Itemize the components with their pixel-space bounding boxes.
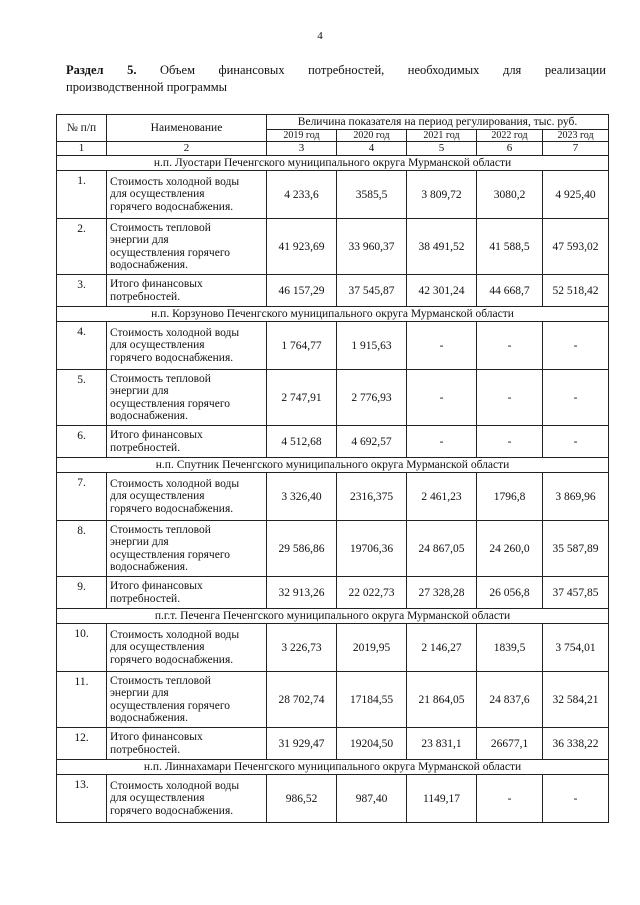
table-row	[57, 275, 609, 307]
row-name-line: Итого финансовых	[110, 580, 203, 592]
heading-word: потребностей,	[308, 63, 385, 77]
section-row	[57, 156, 609, 171]
value-cell: -	[543, 426, 609, 458]
row-name-line: водоснабжения.	[110, 561, 188, 573]
value-cell: 52 518,42	[543, 275, 609, 307]
header-year: 2023 год	[543, 130, 609, 142]
value-cell: 31 929,47	[267, 728, 337, 760]
section-title: п.г.т. Печенга Печенгского муниципального округа Мурманской области	[57, 609, 609, 624]
value-cell: 42 301,24	[407, 275, 477, 307]
value-cell: 46 157,29	[267, 275, 337, 307]
value-cell: 27 328,28	[407, 577, 477, 609]
row-name	[107, 426, 267, 458]
value-cell: 2 776,93	[337, 370, 407, 426]
row-name-line: для осуществления	[110, 339, 205, 352]
row-name	[107, 577, 267, 609]
row-name-line: горячего водоснабжения.	[110, 804, 234, 817]
row-number: 5.	[57, 370, 107, 426]
value-cell: 3 809,72	[407, 171, 477, 219]
row-name-line: потребностей.	[110, 592, 181, 605]
row-name-line: потребностей.	[110, 441, 181, 454]
financial-needs-table	[56, 114, 609, 823]
section-title: н.п. Луостари Печенгского муниципального округа Мурманской области	[57, 156, 609, 171]
row-name-line: для осуществления	[110, 641, 205, 654]
section-row	[57, 307, 609, 322]
column-number: 3	[267, 142, 337, 156]
value-cell: 986,52	[267, 775, 337, 823]
row-name-line: Стоимость тепловой	[110, 372, 211, 385]
row-name-line: Стоимость тепловой	[110, 221, 211, 234]
row-name	[107, 370, 267, 426]
value-cell: 28 702,74	[267, 672, 337, 728]
row-name	[107, 322, 267, 370]
value-cell: 19706,36	[337, 521, 407, 577]
row-name	[107, 473, 267, 521]
row-number: 7.	[57, 473, 107, 521]
row-name-line: Стоимость холодной воды	[110, 326, 240, 339]
heading-word: необходимых	[407, 63, 480, 77]
value-cell: 2 146,27	[407, 624, 477, 672]
row-name-line: осуществления горячего	[110, 548, 230, 561]
row-name-line: Итого финансовых	[110, 731, 203, 743]
row-name-line: энергии для	[110, 234, 169, 246]
row-name-line: энергии для	[110, 536, 169, 548]
row-name	[107, 775, 267, 823]
value-cell: 3080,2	[477, 171, 543, 219]
value-cell: 987,40	[337, 775, 407, 823]
value-cell: 47 593,02	[543, 219, 609, 275]
value-cell: 3 754,01	[543, 624, 609, 672]
value-cell: 1796,8	[477, 473, 543, 521]
row-name-line: потребностей.	[110, 743, 181, 756]
value-cell: 41 588,5	[477, 219, 543, 275]
value-cell: -	[477, 426, 543, 458]
table-row	[57, 577, 609, 609]
value-cell: -	[543, 322, 609, 370]
value-cell: 38 491,52	[407, 219, 477, 275]
value-cell: 4 692,57	[337, 426, 407, 458]
section-title: н.п. Линнахамари Печенгского муниципального округа Мурманской области	[57, 760, 609, 775]
value-cell: -	[407, 426, 477, 458]
table-row	[57, 728, 609, 760]
table-row	[57, 473, 609, 521]
row-number: 4.	[57, 322, 107, 370]
row-number: 10.	[57, 624, 107, 672]
heading-word: реализации	[544, 63, 606, 77]
header-year: 2019 год	[267, 130, 337, 142]
value-cell: 41 923,69	[267, 219, 337, 275]
row-name	[107, 219, 267, 275]
header-row	[57, 115, 609, 130]
table-row	[57, 171, 609, 219]
table-row	[57, 219, 609, 275]
heading-word: Объем	[159, 63, 195, 77]
row-name-line: Стоимость холодной воды	[110, 175, 240, 188]
value-cell: -	[477, 322, 543, 370]
value-cell: -	[543, 775, 609, 823]
value-cell: 26 056,8	[477, 577, 543, 609]
value-cell: 37 545,87	[337, 275, 407, 307]
value-cell: 44 668,7	[477, 275, 543, 307]
column-number-row	[57, 142, 609, 156]
heading-word: Раздел	[66, 63, 104, 77]
row-name-line: водоснабжения.	[110, 410, 188, 422]
value-cell: 1839,5	[477, 624, 543, 672]
column-number: 2	[107, 142, 267, 156]
row-number: 9.	[57, 577, 107, 609]
value-cell: -	[477, 370, 543, 426]
row-number: 6.	[57, 426, 107, 458]
row-name	[107, 624, 267, 672]
value-cell: 2019,95	[337, 624, 407, 672]
value-cell: 2 461,23	[407, 473, 477, 521]
value-cell: 24 260,0	[477, 521, 543, 577]
row-name	[107, 521, 267, 577]
value-cell: -	[543, 370, 609, 426]
row-name-line: для осуществления	[110, 792, 205, 805]
section-row	[57, 609, 609, 624]
row-name-line: осуществления горячего	[110, 246, 230, 259]
value-cell: 4 233,6	[267, 171, 337, 219]
row-name-line: энергии для	[110, 687, 169, 699]
table-row	[57, 322, 609, 370]
section-row	[57, 760, 609, 775]
column-number: 7	[543, 142, 609, 156]
value-cell: 26677,1	[477, 728, 543, 760]
row-name-line: осуществления горячего	[110, 397, 230, 410]
value-cell: 29 586,86	[267, 521, 337, 577]
header-name: Наименование	[107, 115, 267, 142]
row-name-line: потребностей.	[110, 290, 181, 303]
row-name-line: для осуществления	[110, 188, 205, 201]
row-number: 1.	[57, 171, 107, 219]
value-cell: 1 915,63	[337, 322, 407, 370]
value-cell: 33 960,37	[337, 219, 407, 275]
section-title: н.п. Корзуново Печенгского муниципального округа Мурманской области	[57, 307, 609, 322]
header-year: 2022 год	[477, 130, 543, 142]
row-number: 12.	[57, 728, 107, 760]
header-year: 2020 год	[337, 130, 407, 142]
row-name-line: осуществления горячего	[110, 699, 230, 712]
value-cell: 3 326,40	[267, 473, 337, 521]
row-name-line: водоснабжения.	[110, 712, 188, 724]
column-number: 4	[337, 142, 407, 156]
row-name	[107, 672, 267, 728]
heading-word: для	[502, 63, 522, 77]
page-number: 4	[317, 30, 323, 42]
value-cell: 1149,17	[407, 775, 477, 823]
row-name-line: Итого финансовых	[110, 429, 203, 441]
row-number: 11.	[57, 672, 107, 728]
value-cell: 2 747,91	[267, 370, 337, 426]
row-name	[107, 728, 267, 760]
value-cell: 4 925,40	[543, 171, 609, 219]
value-cell: 24 867,05	[407, 521, 477, 577]
value-cell: 21 864,05	[407, 672, 477, 728]
row-name-line: горячего водоснабжения.	[110, 351, 234, 364]
table-row	[57, 426, 609, 458]
value-cell: 37 457,85	[543, 577, 609, 609]
row-name-line: Стоимость тепловой	[110, 523, 211, 536]
value-cell: 24 837,6	[477, 672, 543, 728]
row-number: 13.	[57, 775, 107, 823]
column-number: 5	[407, 142, 477, 156]
value-cell: -	[407, 370, 477, 426]
section-title: н.п. Спутник Печенгского муниципального округа Мурманской области	[57, 458, 609, 473]
value-cell: 4 512,68	[267, 426, 337, 458]
row-name-line: водоснабжения.	[110, 259, 188, 271]
row-name-line: Стоимость холодной воды	[110, 628, 240, 641]
row-name-line: горячего водоснабжения.	[110, 653, 234, 666]
row-name-line: горячего водоснабжения.	[110, 502, 234, 515]
header-year: 2021 год	[407, 130, 477, 142]
row-name-line: Итого финансовых	[110, 278, 203, 290]
heading-line-1	[66, 62, 606, 79]
section-row	[57, 458, 609, 473]
section-heading	[66, 62, 606, 96]
row-number: 8.	[57, 521, 107, 577]
value-cell: 19204,50	[337, 728, 407, 760]
value-cell: -	[407, 322, 477, 370]
row-name-line: энергии для	[110, 385, 169, 397]
row-number: 3.	[57, 275, 107, 307]
heading-line-2: производственной программы	[66, 80, 228, 94]
row-number: 2.	[57, 219, 107, 275]
table-row	[57, 521, 609, 577]
row-name-line: Стоимость холодной воды	[110, 477, 240, 490]
header-num: № п/п	[57, 115, 107, 142]
value-cell: 3 869,96	[543, 473, 609, 521]
row-name-line: Стоимость холодной воды	[110, 779, 240, 792]
row-name-line: Стоимость тепловой	[110, 674, 211, 687]
row-name-line: горячего водоснабжения.	[110, 200, 234, 213]
value-cell: 35 587,89	[543, 521, 609, 577]
value-cell: 22 022,73	[337, 577, 407, 609]
value-cell: 32 584,21	[543, 672, 609, 728]
column-number: 6	[477, 142, 543, 156]
header-period: Величина показателя на период регулирования, тыс. руб.	[267, 115, 609, 130]
value-cell: 2316,375	[337, 473, 407, 521]
table-row	[57, 624, 609, 672]
row-name	[107, 171, 267, 219]
value-cell: 23 831,1	[407, 728, 477, 760]
value-cell: 1 764,77	[267, 322, 337, 370]
heading-word: 5.	[127, 63, 137, 77]
value-cell: 3585,5	[337, 171, 407, 219]
table-row	[57, 775, 609, 823]
value-cell: 17184,55	[337, 672, 407, 728]
column-number: 1	[57, 142, 107, 156]
value-cell: 36 338,22	[543, 728, 609, 760]
row-name	[107, 275, 267, 307]
table-row	[57, 370, 609, 426]
table-row	[57, 672, 609, 728]
value-cell: 32 913,26	[267, 577, 337, 609]
value-cell: 3 226,73	[267, 624, 337, 672]
heading-word: финансовых	[218, 63, 285, 77]
row-name-line: для осуществления	[110, 490, 205, 503]
value-cell: -	[477, 775, 543, 823]
